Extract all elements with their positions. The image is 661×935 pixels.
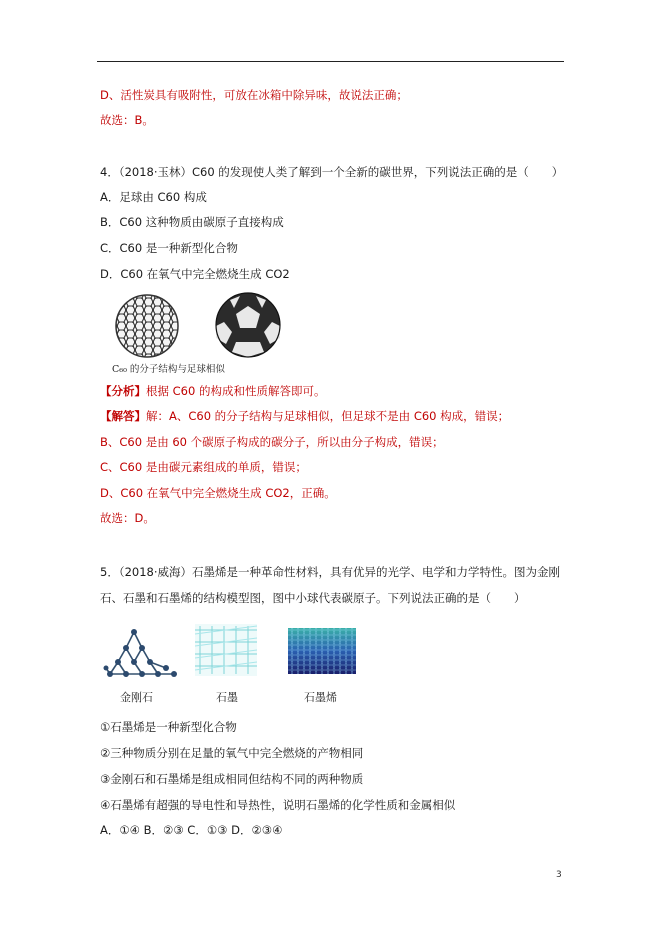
graphite-structure-icon	[195, 624, 257, 676]
solution-tag: 【解答】	[100, 409, 146, 423]
football-icon	[216, 293, 280, 357]
solution-text-a: 解：A、C60 的分子结构与足球相似，但足球不是由 C60 构成，错误；	[146, 409, 510, 423]
question-5-stem-1: 5．（2018·威海）石墨烯是一种革命性材料，具有优异的光学、电学和力学特性。图为金刚	[100, 565, 560, 579]
question-4-stem: 4．（2018·玉林）C60 的发现使人类了解到一个全新的碳世界，下列说法正确的是（ ）	[100, 165, 564, 179]
graphene-structure-icon	[288, 628, 356, 674]
page-number: 3	[556, 870, 562, 880]
carbon-structures-figure	[100, 620, 360, 710]
label-graphene: 石墨烯	[304, 691, 337, 704]
solution-line-c: C、C60 是由碳元素组成的单质，错误；	[100, 460, 307, 474]
answer-choice-4: 故选：D。	[100, 511, 155, 525]
question-5-options: A．①④ B．②③ C．①③ D．②③④	[100, 823, 283, 837]
statement-3: ③金刚石和石墨烯是组成相同但结构不同的两种物质	[100, 772, 364, 786]
solution-line-a	[100, 408, 509, 424]
analysis-line	[100, 383, 325, 399]
diamond-structure-icon	[104, 629, 178, 677]
answer-line-d: D、活性炭具有吸附性，可放在冰箱中除异味，故说法正确；	[100, 88, 408, 102]
header-rule	[97, 61, 564, 62]
question-4-option-a: A．足球由 C60 构成	[100, 190, 207, 204]
question-4-option-b: B．C60 这种物质由碳原子直接构成	[100, 215, 284, 229]
c60-football-figure	[108, 290, 293, 375]
question-4-option-d: D．C60 在氧气中完全燃烧生成 CO2	[100, 267, 290, 281]
question-4-option-c: C．C60 是一种新型化合物	[100, 241, 238, 255]
solution-line-b: B、C60 是由 60 个碳原子构成的碳分子，所以由分子构成，错误；	[100, 435, 444, 449]
statement-2: ②三种物质分别在足量的氧气中完全燃烧的产物相同	[100, 746, 364, 760]
question-5-stem-2: 石、石墨和石墨烯的结构模型图，图中小球代表碳原子。下列说法正确的是（ ）	[100, 591, 526, 605]
figure-1-caption: C₆₀ 的分子结构与足球相似	[112, 364, 225, 375]
c60-molecule-icon	[116, 295, 178, 357]
analysis-text: 根据 C60 的构成和性质解答即可。	[146, 384, 326, 398]
solution-line-d: D、C60 在氧气中完全燃烧生成 CO2，正确。	[100, 486, 336, 500]
analysis-tag: 【分析】	[100, 384, 146, 398]
label-diamond: 金刚石	[120, 691, 153, 704]
answer-choice-3: 故选：B。	[100, 113, 154, 127]
statement-1: ①石墨烯是一种新型化合物	[100, 720, 237, 734]
label-graphite: 石墨	[216, 691, 238, 704]
statement-4: ④石墨烯有超强的导电性和导热性，说明石墨烯的化学性质和金属相似	[100, 798, 456, 812]
